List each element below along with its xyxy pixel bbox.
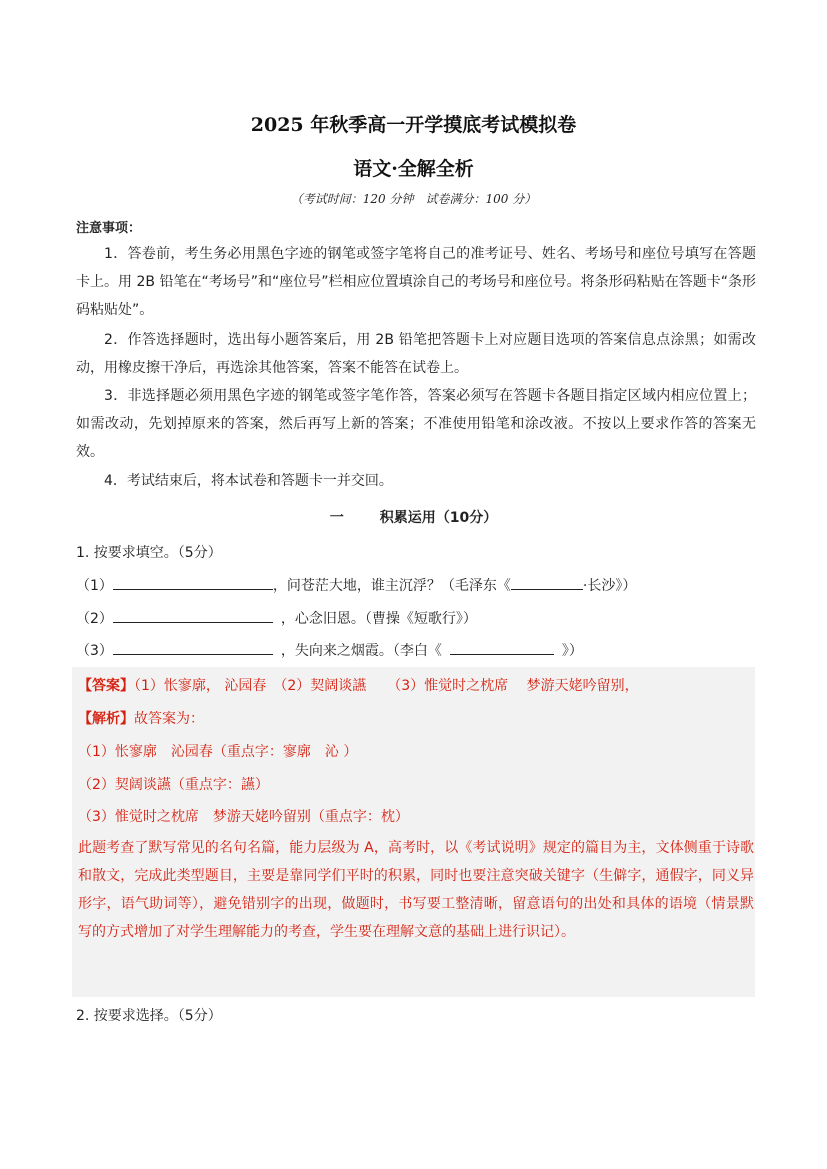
analysis-item: （2）契阔谈讌（重点字：讌） xyxy=(78,777,269,793)
question-2-stem: 2. 按要求选择。（5分） xyxy=(76,1008,222,1024)
analysis-text: 故答案为： xyxy=(134,711,204,727)
section-number: 一 xyxy=(329,510,344,526)
exam-title: 2025 年秋季高一开学摸底考试模拟卷 xyxy=(250,114,577,136)
answer-text: （1）怅寥廓， 沁园春 （2）契阔谈讌 （3）惟觉时之枕席 梦游天姥吟留别， xyxy=(134,678,639,694)
question-1-stem: 1. 按要求填空。（5分） xyxy=(76,545,222,561)
answer-blank[interactable] xyxy=(450,640,554,655)
analysis-explanation: 此题考查了默写常见的名句名篇，能力层级为 A，高考时，以《考试说明》规定的篇目为主，文体侧重于诗歌和散文，完成此类型题目，主要是靠同学们平时的积累，同时也要注意突破关键字（生僻字，通假字，同义异形字，语气助词等），避免错别字的出现，做题时，书写要工整清晰，留意语句的出处和具体的语境（情景默写的方式增加了对学生理解能力的考查，学生要在理解文意的基础上进行识记）。 xyxy=(78,840,754,940)
question-1-item: （3） ，失向来之烟霞。（李白《 》） xyxy=(76,640,583,660)
analysis-line xyxy=(78,708,204,728)
notice-item: 4．考试结束后，将本试卷和答题卡一并交回。 xyxy=(104,473,393,489)
answer-tag: 【答案】 xyxy=(78,678,134,694)
exam-meta: （考试时间：120 分钟 试卷满分：100 分） xyxy=(290,192,537,206)
section-title: 积累运用（10分） xyxy=(379,510,498,526)
answer-blank[interactable] xyxy=(113,575,273,590)
exam-subtitle: 语文·全解全析 xyxy=(353,158,474,180)
section-heading xyxy=(0,507,827,527)
analysis-tag: 【解析】 xyxy=(78,711,134,727)
notice-heading: 注意事项： xyxy=(76,221,142,236)
notice-item: 3．非选择题必须用黑色字迹的钢笔或签字笔作答，答案必须写在答题卡各题目指定区域内相应位置上；如需改动，先划掉原来的答案，然后再写上新的答案；不准使用铅笔和涂改液。不按以上要求作答的答案无效。 xyxy=(76,388,756,460)
question-1-item: （2） ，心念旧恩。（曹操《短歌行》） xyxy=(76,608,477,628)
answer-blank[interactable] xyxy=(511,575,583,590)
answer-blank[interactable] xyxy=(113,640,273,655)
notice-item: 2．作答选择题时，选出每小题答案后，用 2B 铅笔把答题卡上对应题目选项的答案信息点涂黑；如需改动，用橡皮擦干净后，再选涂其他答案，答案不能答在试卷上。 xyxy=(76,332,756,376)
question-1-item: （1） ，问苍茫大地，谁主沉浮？（毛泽东《 ·长沙》） xyxy=(76,575,636,595)
answer-line xyxy=(78,675,639,695)
notice-item: 1．答卷前，考生务必用黑色字迹的钢笔或签字笔将自己的准考证号、姓名、考场号和座位号填写在答题卡上。用 2B 铅笔在“考场号”和“座位号”栏相应位置填涂自己的考场号和座位号。将条形码粘贴在答题卡“条形码粘贴处”。 xyxy=(76,246,756,318)
analysis-item: （1）怅寥廓 沁园春（重点字：寥廓 沁 ） xyxy=(78,744,358,760)
answer-blank[interactable] xyxy=(113,608,273,623)
analysis-item: （3）惟觉时之枕席 梦游天姥吟留别（重点字：枕） xyxy=(78,809,409,825)
